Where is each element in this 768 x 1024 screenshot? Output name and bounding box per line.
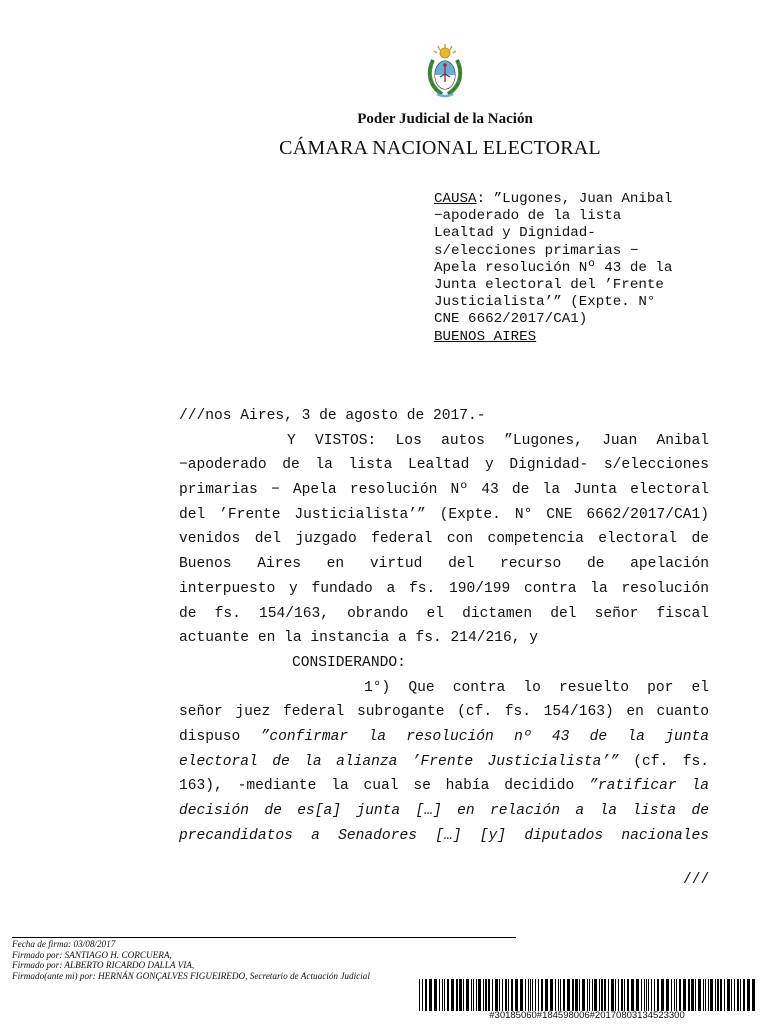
- barcode-number: #30185060#184598006#20170803134523300: [489, 1010, 685, 1021]
- causa-line-7: Justicialista’” (Expte. N°: [434, 294, 656, 311]
- barcode-bar: [644, 979, 645, 1011]
- signature-date: Fecha de firma: 03/08/2017: [12, 939, 116, 949]
- body-line: primarias − Apela resolución Nº 43 de la Junta electoral: [179, 482, 709, 499]
- barcode-bar: [657, 979, 659, 1011]
- barcode-bar: [615, 979, 616, 1011]
- barcode-bar: [611, 979, 614, 1011]
- barcode-bar: [476, 979, 477, 1011]
- barcode-bar: [703, 979, 704, 1011]
- barcode-bar: [492, 979, 493, 1011]
- barcode-bar: [447, 979, 449, 1011]
- barcode-bar: [715, 979, 716, 1011]
- barcode-bar: [483, 979, 484, 1011]
- body-line: del ’Frente Justicialista’” (Expte. N° CNE 6662/2017/CA1): [179, 506, 709, 523]
- barcode-bar: [651, 979, 652, 1011]
- resolution-body: [179, 404, 709, 848]
- causa-line-1: : ”Lugones, Juan Anibal: [476, 191, 673, 207]
- barcode-bar: [743, 979, 745, 1011]
- barcode-bar: [727, 979, 730, 1011]
- signature-block: [12, 939, 422, 981]
- barcode-bar: [545, 979, 548, 1011]
- body-line: [179, 725, 709, 750]
- barcode-bar: [737, 979, 739, 1011]
- barcode-bar: [752, 979, 755, 1011]
- barcode-bar: [563, 979, 565, 1011]
- barcode-bar: [661, 979, 664, 1011]
- barcode-bar: [511, 979, 513, 1011]
- barcode-bar: [508, 979, 509, 1011]
- body-line: decisión de es[a] junta […] en relación a la lista de: [179, 803, 709, 819]
- barcode-bar: [592, 979, 593, 1011]
- barcode-bar: [444, 979, 445, 1011]
- barcode-bar: [555, 979, 556, 1011]
- coat-of-arms-icon: [425, 42, 465, 100]
- barcode-bar: [705, 979, 706, 1011]
- causa-line-8: CNE 6662/2017/CA1): [434, 311, 588, 328]
- barcode-bar: [451, 979, 454, 1011]
- barcode-bar: [532, 979, 533, 1011]
- barcode-bar: [720, 979, 722, 1011]
- barcode-icon: [419, 979, 755, 1011]
- causa-line-3: Lealtad y Dignidad-: [434, 225, 596, 242]
- barcode-bar: [671, 979, 672, 1011]
- signature-divider: [12, 937, 516, 938]
- barcode-bar: [439, 979, 440, 1011]
- barcode-bar: [654, 979, 655, 1011]
- barcode-bar: [688, 979, 690, 1011]
- barcode-bar: [621, 979, 623, 1011]
- barcode-bar: [731, 979, 732, 1011]
- body-line: interpuesto y fundado a fs. 190/199 contra la resolución: [179, 580, 709, 597]
- barcode-bar: [734, 979, 735, 1011]
- chamber-title: CÁMARA NACIONAL ELECTORAL: [279, 137, 601, 159]
- body-line: actuante en la instancia a fs. 214/216, y: [179, 630, 539, 647]
- barcode-bar: [747, 979, 750, 1011]
- barcode-bar: [530, 979, 531, 1011]
- causa-line-4: s/elecciones primarias −: [434, 242, 639, 259]
- barcode-bar: [515, 979, 518, 1011]
- barcode-bar: [434, 979, 437, 1011]
- date-line: ///nos Aires, 3 de agosto de 2017.-: [179, 408, 486, 424]
- barcode-bar: [422, 979, 423, 1011]
- barcode-bar: [442, 979, 443, 1011]
- barcode-bar: [502, 979, 503, 1011]
- signature-line: Firmado por: SANTIAGO H. CORCUERA,: [12, 949, 172, 960]
- barcode-bar: [683, 979, 686, 1011]
- barcode-bar: [429, 979, 432, 1011]
- barcode-bar: [466, 979, 469, 1011]
- body-line: de fs. 154/163, obrando el dictamen del señor fiscal: [179, 605, 709, 622]
- barcode-bar: [608, 979, 609, 1011]
- barcode-bar: [708, 979, 709, 1011]
- barcode-bar: [641, 979, 642, 1011]
- barcode-bar: [691, 979, 694, 1011]
- causa-line-6: Junta electoral del ’Frente: [434, 277, 664, 294]
- body-line: [179, 774, 709, 799]
- body-line: señor juez federal subrogante (cf. fs. 154/163) en cuanto: [179, 704, 709, 721]
- barcode-bar: [471, 979, 472, 1011]
- barcode-bar: [419, 979, 420, 1011]
- quoted-text: ”ratificar la: [589, 778, 709, 795]
- barcode-bar: [676, 979, 677, 1011]
- quoted-text: ”confirmar la resolución nº 43 de la junta: [260, 728, 709, 745]
- barcode-bar: [505, 979, 507, 1011]
- barcode-bar: [594, 979, 597, 1011]
- barcode-bar: [648, 979, 649, 1011]
- barcode-bar: [473, 979, 474, 1011]
- causa-line-2: −apoderado de la lista: [434, 208, 622, 225]
- barcode-bar: [525, 979, 526, 1011]
- causa-location: BUENOS AIRES: [434, 328, 537, 345]
- barcode-bar: [710, 979, 713, 1011]
- barcode-bar: [589, 979, 590, 1011]
- barcode-bar: [550, 979, 553, 1011]
- body-line: −apoderado de la lista Lealtad y Dignidad- s/elecciones: [179, 457, 709, 474]
- body-text: 163), -mediante la cual se había decidido: [179, 778, 575, 795]
- barcode-bar: [459, 979, 462, 1011]
- barcode-bar: [582, 979, 585, 1011]
- barcode-bar: [528, 979, 529, 1011]
- barcode-bar: [499, 979, 500, 1011]
- causa-line-5: Apela resolución Nº 43 de la: [434, 259, 673, 276]
- barcode-bar: [575, 979, 578, 1011]
- barcode-bar: [601, 979, 603, 1011]
- considerando-heading: CONSIDERANDO:: [292, 654, 406, 671]
- barcode-bar: [627, 979, 629, 1011]
- barcode-bar: [666, 979, 669, 1011]
- barcode-bar: [485, 979, 487, 1011]
- barcode-bar: [740, 979, 741, 1011]
- body-line: 1°) Que contra lo resuelto por el: [364, 679, 709, 696]
- barcode-bar: [624, 979, 625, 1011]
- barcode-bar: [579, 979, 580, 1011]
- signature-line: Firmado por: ALBERTO RICARDO DALLA VIA,: [12, 960, 195, 971]
- body-line: [179, 750, 709, 775]
- body-text: dispuso: [179, 728, 241, 745]
- body-line: Y VISTOS: Los autos ”Lugones, Juan Anibal: [287, 432, 709, 449]
- barcode-bar: [646, 979, 647, 1011]
- barcode-bar: [535, 979, 536, 1011]
- barcode-bar: [572, 979, 574, 1011]
- barcode-bar: [488, 979, 490, 1011]
- quoted-text: electoral de la alianza ’Frente Justicialista’”: [179, 753, 619, 770]
- causa-label: CAUSA: [434, 191, 477, 207]
- case-caption: [434, 191, 754, 346]
- barcode-bar: [599, 979, 600, 1011]
- continuation-mark: ///: [683, 872, 710, 888]
- body-line: precandidatos a Senadores […] [y] diputados nacionales: [179, 827, 709, 844]
- body-text: (cf. fs.: [633, 753, 709, 770]
- barcode-bar: [567, 979, 570, 1011]
- barcode-bar: [520, 979, 523, 1011]
- barcode-bar: [724, 979, 725, 1011]
- barcode-bar: [618, 979, 619, 1011]
- barcode-bar: [560, 979, 561, 1011]
- barcode-bar: [679, 979, 681, 1011]
- barcode-bar: [604, 979, 606, 1011]
- body-line: Buenos Aires en virtud del recurso de apelación: [179, 556, 709, 573]
- court-name: Poder Judicial de la Nación: [357, 111, 533, 127]
- signature-line: Firmado(ante mi) por: HERNÁN GONÇALVES FIGUEIREDO, Secretario de Actuación Judicial: [12, 970, 370, 981]
- barcode-bar: [631, 979, 634, 1011]
- barcode-bar: [541, 979, 543, 1011]
- barcode-bar: [636, 979, 639, 1011]
- barcode-bar: [456, 979, 458, 1011]
- barcode-bar: [425, 979, 427, 1011]
- body-line: venidos del juzgado federal con competencia electoral de: [179, 531, 709, 548]
- barcode-bar: [538, 979, 539, 1011]
- barcode-bar: [695, 979, 696, 1011]
- barcode-bar: [495, 979, 498, 1011]
- barcode-bar: [698, 979, 701, 1011]
- barcode-bar: [558, 979, 559, 1011]
- barcode-bar: [587, 979, 588, 1011]
- barcode-bar: [478, 979, 481, 1011]
- barcode-bar: [674, 979, 675, 1011]
- barcode-bar: [717, 979, 719, 1011]
- barcode-bar: [463, 979, 464, 1011]
